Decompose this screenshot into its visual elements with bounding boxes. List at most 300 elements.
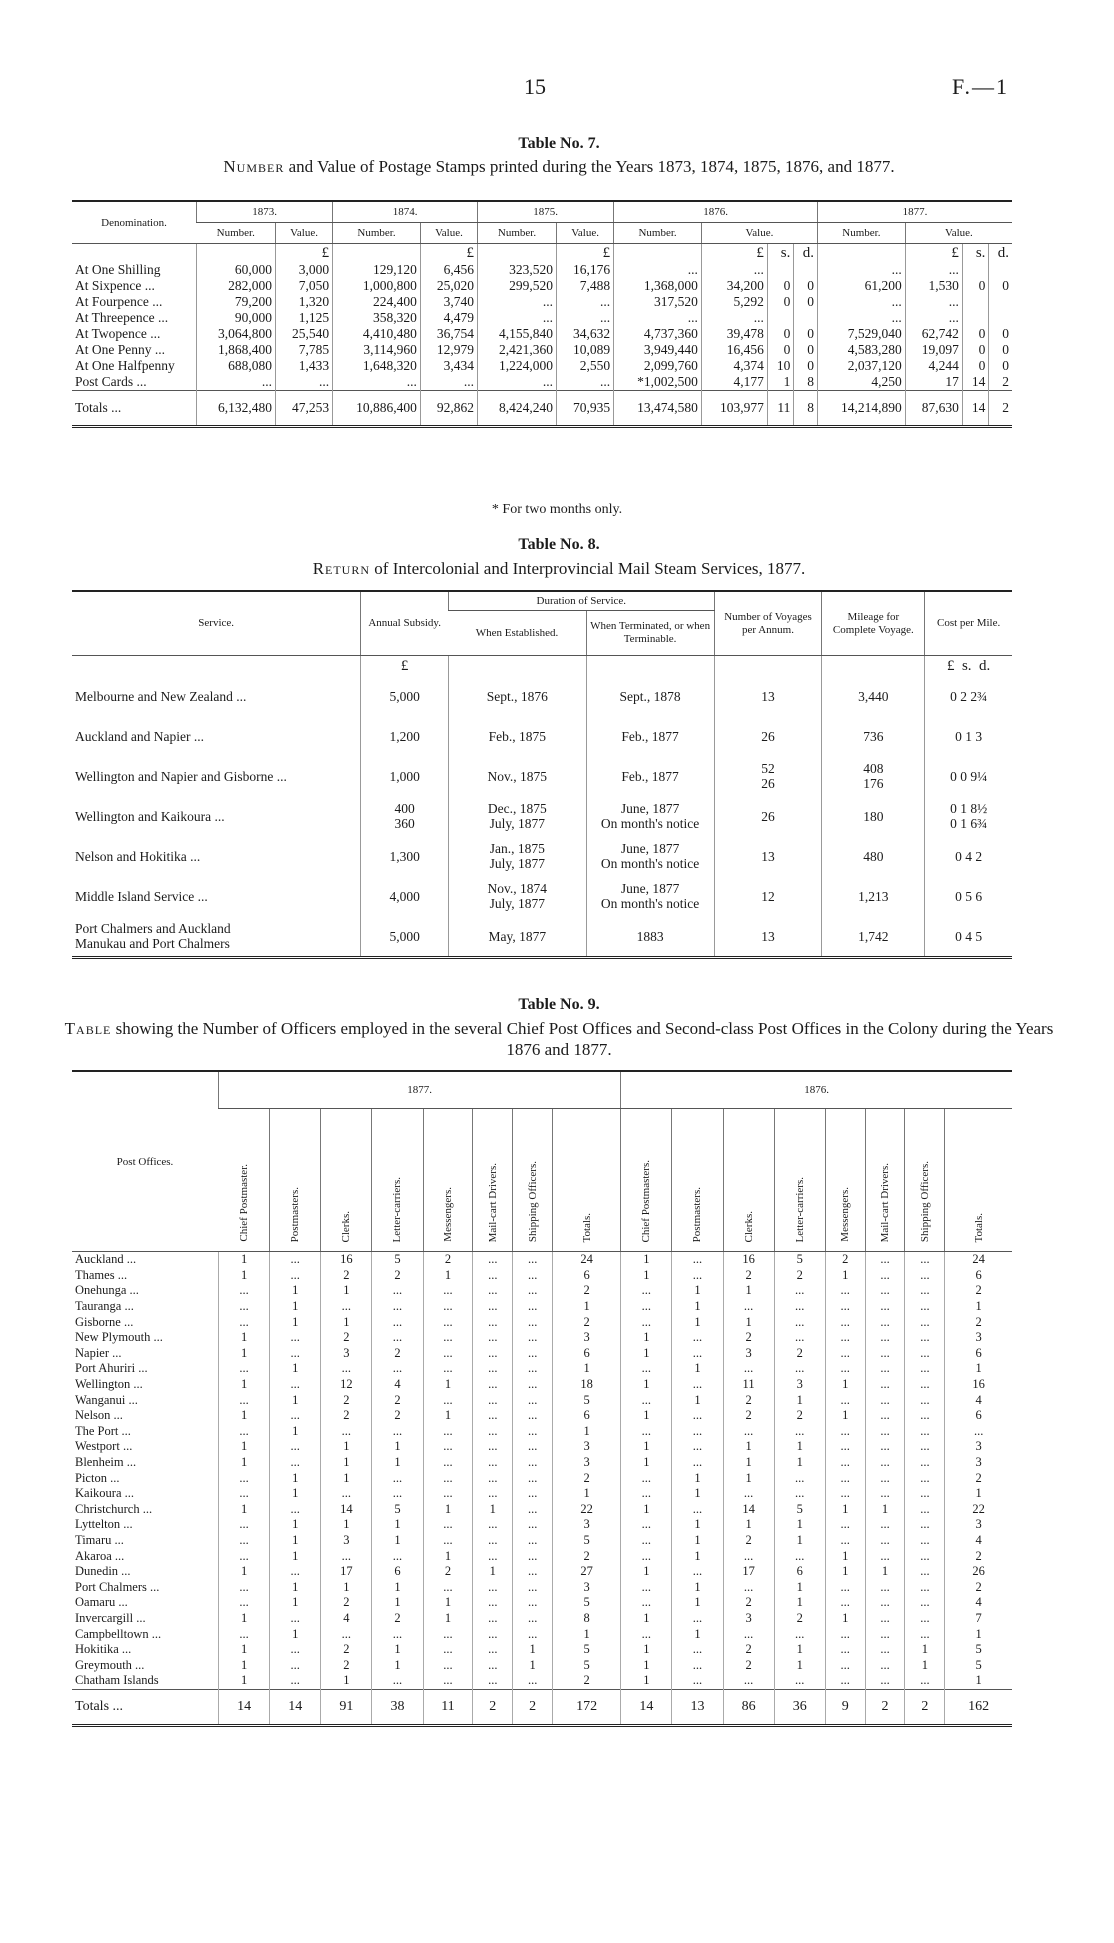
t9-cell: ... [513,1361,553,1377]
t9-cell: ... [423,1439,473,1455]
t9-cell: ... [905,1408,945,1424]
t7-denomination: At One Penny ... [75,342,165,357]
t9-cell: ... [423,1673,473,1689]
t9-cell: 1 [423,1548,473,1564]
t8-terminated [586,836,714,876]
t9-cell: ... [473,1314,513,1330]
t9-cell: 1 [723,1439,774,1455]
t9-cell: 2 [423,1564,473,1580]
t8-mileage-line: 3,440 [858,688,889,704]
t9-row [72,1564,1012,1580]
t9-cell: ... [473,1439,513,1455]
t7-row [72,262,1012,278]
t9-cell: 1 [513,1657,553,1673]
t9-cell: ... [423,1283,473,1299]
t7-cell [962,262,989,278]
t7-cell: 1,868,400 [197,342,276,358]
t9-cell: 1 [423,1268,473,1284]
t8-subsidy [361,676,449,716]
t9-cell: 16 [321,1252,372,1268]
t9-cell: ... [865,1548,905,1564]
t9-row [72,1626,1012,1642]
t7-cell: 6,456 [420,262,477,278]
t8-cost-line: 0 1 8½ [950,801,988,816]
t9-cell: ... [825,1330,865,1346]
t7-cell: 0 [989,278,1012,294]
t8-cost-line: 0 1 3 [955,728,983,744]
t9-cell: ... [865,1470,905,1486]
t9-cell: 1 [672,1517,723,1533]
t9-cell: ... [270,1330,321,1346]
t9-cell: 8 [553,1611,621,1627]
t9-cell: 3 [553,1439,621,1455]
t8-mileage [822,756,925,796]
t9-cell: ... [825,1470,865,1486]
t7-cell: ... [478,294,557,310]
t9-col-header-label: Mail-cart Drivers. [879,1162,892,1242]
t9-post-office: Kaikoura ... [75,1486,135,1501]
t9-cell: ... [865,1439,905,1455]
t9-cell: 5 [774,1502,825,1518]
t9-total-cell: 36 [774,1689,825,1725]
t9-cell: 5 [774,1252,825,1268]
t8-subsidy [361,836,449,876]
table7-subtitle-rest: and Value of Postage Stamps printed during the Years 1873, 1874, 1875, 1876, and 1877. [284,157,895,176]
t9-cell: ... [372,1330,423,1346]
t9-cell: 1 [945,1299,1012,1315]
t9-cell: 1 [672,1314,723,1330]
t7-cell: 3,434 [420,358,477,374]
t9-cell: ... [905,1455,945,1471]
t9-cell: ... [423,1330,473,1346]
t7-cell: 25,540 [276,326,333,342]
t9-post-office: Onehunga ... [75,1283,139,1298]
t9-col-header-label: Chief Postmaster. [237,1164,250,1242]
t9-cell: 1 [905,1657,945,1673]
t8-terminated-line: On month's notice [600,896,700,911]
t8-voyages-line: 52 [761,761,775,776]
t9-cell: ... [865,1330,905,1346]
t9-cell: 1 [672,1470,723,1486]
t9-col-header-label: Messengers. [441,1187,454,1242]
t9-col-header [321,1109,372,1252]
t7-denomination: Post Cards ... [75,374,147,389]
page-reference: F.—1 [952,74,1009,99]
t7-denomination: At Fourpence ... [75,294,163,309]
t9-cell: 1 [865,1502,905,1518]
t9-cell: ... [219,1361,270,1377]
t9-cell: ... [513,1346,553,1362]
t9-post-office: Westport ... [75,1439,133,1454]
t7-cell: 299,520 [478,278,557,294]
page-header [0,74,1114,104]
t7-cell: 323,520 [478,262,557,278]
t7-cell: 5,292 [701,294,767,310]
t9-cell: ... [513,1579,553,1595]
t8-established-line: July, 1877 [489,856,545,871]
page-number: 15 [524,74,546,99]
t9-cell: 1 [621,1252,672,1268]
t9-cell: ... [270,1673,321,1689]
t9-col-header [372,1109,423,1252]
t9-cell: 1 [621,1611,672,1627]
t9-cell: 2 [723,1408,774,1424]
t9-cell: 5 [945,1657,1012,1673]
t9-cell: 1 [423,1408,473,1424]
t9-cell: ... [219,1424,270,1440]
t7-cell: 0 [794,278,818,294]
t9-post-office: Tauranga ... [75,1299,134,1314]
t7-cell: 7,529,040 [817,326,905,342]
t9-cell: 2 [825,1252,865,1268]
t9-row [72,1517,1012,1533]
t7-cell: ... [557,310,614,326]
t8-cost-header: Cost per Mile. [925,591,1012,656]
t8-voyages-line: 26 [761,776,775,791]
table9-subtitle-rest: showing the Number of Officers employed in the several Chief Post Offices and Second-class Post Offices in the Colony during the Years 1876 and 1877. [111,1019,1054,1059]
t9-total-cell: 162 [945,1689,1012,1725]
t9-cell: ... [219,1486,270,1502]
t7-number-header: Number. [817,223,905,244]
t8-established-line: Jan., 1875 [489,841,545,856]
t7-cell: ... [614,262,702,278]
t9-cell: 18 [553,1377,621,1393]
t7-totals-row [72,391,1012,427]
t7-cell [794,262,818,278]
t7-cell: 1,320 [276,294,333,310]
t7-number-header: Number. [197,223,276,244]
t9-cell: ... [621,1579,672,1595]
t9-cell: ... [672,1642,723,1658]
t9-cell: ... [865,1408,905,1424]
t7-total-cell: 6,132,480 [197,391,276,427]
t7-denomination: At Twopence ... [75,326,161,341]
t9-cell: 16 [945,1377,1012,1393]
t9-cell: ... [723,1626,774,1642]
t8-mileage-line: 180 [863,808,884,824]
t9-cell: 1 [723,1455,774,1471]
t8-voyages [714,836,822,876]
t7-year-header: 1875. [478,201,614,223]
t9-cell: ... [825,1595,865,1611]
t9-post-office: Campbelltown ... [75,1626,162,1641]
t9-cell: 1 [865,1564,905,1580]
t8-voyages [714,716,822,756]
t9-cell: 2 [321,1392,372,1408]
t7-cell: 0 [767,342,794,358]
t7-cell: ... [701,310,767,326]
cost-units [925,656,1012,677]
t9-cell: 1 [270,1595,321,1611]
t9-cell: 3 [553,1579,621,1595]
t9-cell: 1 [723,1283,774,1299]
t9-cell: 1 [513,1642,553,1658]
t9-cell: ... [825,1283,865,1299]
t9-cell: ... [270,1252,321,1268]
t9-cell: 2 [553,1283,621,1299]
t9-cell: ... [219,1517,270,1533]
t9-cell: ... [672,1564,723,1580]
t9-cell: 2 [321,1595,372,1611]
t9-cell: 1 [321,1439,372,1455]
t9-cell: ... [672,1611,723,1627]
t8-established [448,796,586,836]
t9-cell: 2 [723,1392,774,1408]
t9-cell: ... [473,1611,513,1627]
t7-cell: 3,064,800 [197,326,276,342]
t9-post-office: Thames ... [75,1267,128,1282]
t9-cell: 1 [372,1657,423,1673]
t9-cell: 1 [723,1517,774,1533]
t9-row [72,1268,1012,1284]
t9-cell: 5 [553,1642,621,1658]
table8-title: Table No. 8. [518,536,600,553]
t7-cell: ... [478,310,557,326]
t9-cell: ... [513,1392,553,1408]
t9-cell: 6 [553,1268,621,1284]
t7-denomination: At One Halfpenny [75,358,175,373]
t9-row [72,1455,1012,1471]
t7-cell [767,310,794,326]
t9-col-header-label: Chief Postmasters. [640,1159,653,1242]
t7-total-cell: 14 [962,391,989,427]
t9-cell: ... [672,1424,723,1440]
pound-sign: £ [361,656,449,677]
t9-cell: ... [321,1424,372,1440]
t8-cost-line: 0 1 6¾ [950,816,988,831]
t9-cell: ... [513,1439,553,1455]
t8-voyages-line: 12 [761,888,775,904]
t7-value-header: Value. [701,223,817,244]
t9-cell: 1 [774,1533,825,1549]
t8-terminated-line: June, 1877 [620,801,680,816]
t8-mileage [822,716,925,756]
t9-cell: 2 [321,1330,372,1346]
t9-cell: ... [825,1314,865,1330]
t8-service [72,676,361,716]
table7-subtitle-lead: Number [223,157,285,176]
t9-cell: ... [513,1252,553,1268]
t9-cell: ... [865,1486,905,1502]
t9-cell: ... [270,1346,321,1362]
t9-cell: 1 [621,1642,672,1658]
t9-cell: ... [513,1595,553,1611]
t9-cell: 1 [672,1486,723,1502]
t9-cell: 3 [553,1517,621,1533]
t7-cell [989,310,1012,326]
t7-cell: 4,479 [420,310,477,326]
t9-cell: ... [219,1579,270,1595]
t8-mileage-line: 1,213 [858,888,889,904]
t9-cell: ... [513,1314,553,1330]
t8-service [72,796,361,836]
t9-cell: 5 [372,1252,423,1268]
t9-year-1877-header: 1877. [219,1071,621,1109]
t9-cell: ... [865,1283,905,1299]
t9-cell: 1 [321,1455,372,1471]
t9-cell: ... [865,1455,905,1471]
t9-cell: ... [513,1548,553,1564]
t9-cell: ... [723,1424,774,1440]
t9-post-office: Wellington ... [75,1377,143,1392]
t9-col-header [723,1109,774,1252]
t9-cell: 1 [553,1486,621,1502]
t9-post-office: Blenheim ... [75,1455,137,1470]
t7-cell: 16,456 [701,342,767,358]
t8-service-line: Nelson and Hokitika ... [75,848,201,864]
t8-cost [925,716,1012,756]
t8-established-header: When Established. [448,611,586,656]
t9-col-header-label: Clerks. [340,1210,353,1242]
t9-cell: ... [905,1392,945,1408]
t8-subsidy-line: 1,300 [389,848,420,864]
t9-cell: 2 [321,1657,372,1673]
t9-post-office: Napier ... [75,1345,122,1360]
t9-cell: 3 [723,1611,774,1627]
t9-cell: ... [905,1439,945,1455]
t9-cell: 24 [945,1252,1012,1268]
t9-cell: ... [825,1424,865,1440]
t7-totals-label: Totals ... [72,391,197,427]
t7-cell: 0 [794,358,818,374]
t7-cell: 1,125 [276,310,333,326]
t7-cell: 0 [989,358,1012,374]
t8-service-line: Melbourne and New Zealand ... [75,688,247,704]
t8-established [448,916,586,958]
t9-col-header [621,1109,672,1252]
t9-cell: 2 [723,1657,774,1673]
t9-cell: ... [473,1252,513,1268]
t9-cell: ... [865,1611,905,1627]
t9-cell: ... [372,1626,423,1642]
t9-cell: ... [723,1673,774,1689]
t8-terminated [586,716,714,756]
t9-cell: ... [825,1673,865,1689]
t9-post-office: Lyttelton ... [75,1517,133,1532]
t9-cell: ... [774,1548,825,1564]
t9-row [72,1595,1012,1611]
t9-cell: ... [270,1377,321,1393]
t9-cell: ... [723,1579,774,1595]
t7-cell: 17 [905,374,962,391]
t9-cell: ... [905,1377,945,1393]
t9-cell: 1 [774,1455,825,1471]
t9-cell: 1 [219,1673,270,1689]
t9-cell: ... [672,1377,723,1393]
t9-cell: ... [774,1314,825,1330]
t9-cell: 1 [321,1314,372,1330]
t9-cell: 2 [723,1595,774,1611]
t8-established-line: July, 1877 [489,896,545,911]
t9-cell: ... [825,1642,865,1658]
t8-mileage-header: Mileage for Complete Voyage. [822,591,925,656]
t9-row [72,1330,1012,1346]
t7-year-header: 1877. [817,201,1012,223]
t9-cell: ... [423,1361,473,1377]
t9-cell: ... [473,1408,513,1424]
t9-cell: 1 [553,1299,621,1315]
t8-mileage-line: 480 [863,848,884,864]
table8-subtitle [60,558,1058,579]
t8-voyages-line: 13 [761,928,775,944]
t7-cell: 39,478 [701,326,767,342]
t9-cell: ... [513,1486,553,1502]
t8-established [448,756,586,796]
t9-cell: 1 [621,1268,672,1284]
t7-total-cell: 10,886,400 [333,391,421,427]
t8-terminated-line: 1883 [636,928,664,944]
t8-cost [925,836,1012,876]
shilling-sign: s. [767,244,794,263]
t8-subsidy-line: 360 [394,816,415,831]
t9-cell: 5 [553,1657,621,1673]
t9-cell: ... [219,1595,270,1611]
t7-row [72,374,1012,391]
t9-col-header [423,1109,473,1252]
t9-cell: ... [473,1486,513,1502]
t9-cell: 1 [321,1673,372,1689]
t7-cell: 4,374 [701,358,767,374]
t9-cell: 1 [219,1252,270,1268]
t9-cell: ... [513,1283,553,1299]
t7-cell: ... [817,310,905,326]
t7-cell: 0 [989,326,1012,342]
t9-cell: 1 [219,1657,270,1673]
t9-cell: 1 [723,1470,774,1486]
t9-cell: ... [672,1252,723,1268]
table9 [72,1070,1012,1727]
t9-cell: 5 [553,1533,621,1549]
t8-subsidy [361,916,449,958]
t9-cell: 2 [723,1330,774,1346]
t9-cell: 4 [945,1595,1012,1611]
pence-sign: d. [794,244,818,263]
t7-cell: ... [420,374,477,391]
t9-cell: ... [905,1424,945,1440]
t9-cell: 12 [321,1377,372,1393]
t8-established-line: Nov., 1874 [487,881,548,896]
t9-col-header [825,1109,865,1252]
t9-cell: 1 [905,1642,945,1658]
t9-cell: 1 [825,1564,865,1580]
t9-cell: ... [621,1392,672,1408]
t8-cost-line: 0 4 5 [955,928,983,944]
t9-cell: 6 [553,1408,621,1424]
t9-cell: ... [473,1424,513,1440]
t7-cell: 317,520 [614,294,702,310]
t9-cell: ... [825,1346,865,1362]
t7-currency-row [72,244,1012,263]
t9-cell: 2 [945,1548,1012,1564]
t9-cell: 1 [270,1548,321,1564]
t9-cell: ... [270,1268,321,1284]
t9-cell: ... [513,1330,553,1346]
t7-cell: 129,120 [333,262,421,278]
t9-post-office: New Plymouth ... [75,1330,163,1345]
t8-terminated-line: June, 1877 [620,841,680,856]
t9-cell: ... [905,1314,945,1330]
table8-subtitle-lead: Return [312,559,371,578]
t9-cell: 1 [270,1517,321,1533]
t9-cell: ... [672,1408,723,1424]
pound-sign: £ [701,244,767,263]
t8-service [72,836,361,876]
t9-cell: ... [473,1626,513,1642]
t9-cell: ... [473,1330,513,1346]
t9-cell: ... [905,1626,945,1642]
t9-row [72,1470,1012,1486]
t8-cost-line: 0 4 2 [955,848,983,864]
